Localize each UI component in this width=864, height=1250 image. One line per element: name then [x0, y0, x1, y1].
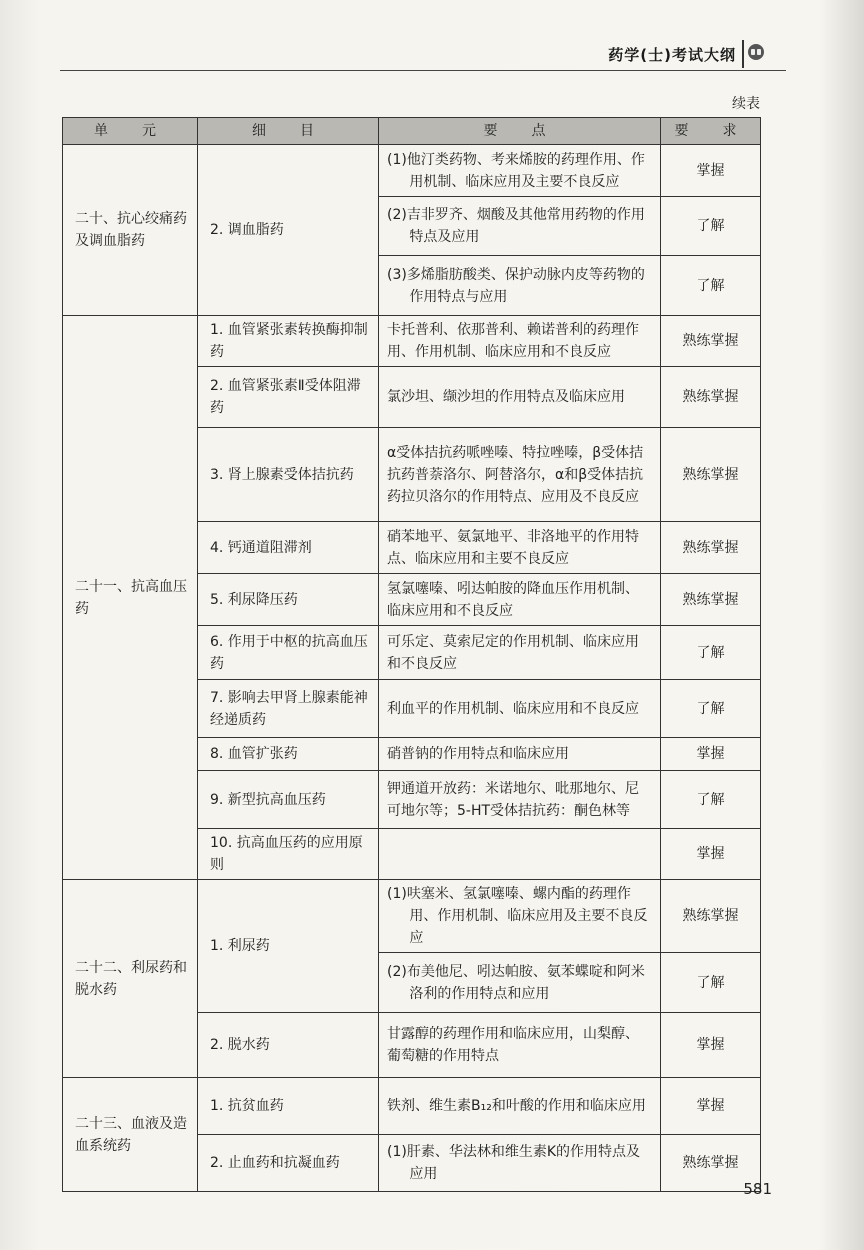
table-row [63, 880, 761, 953]
points-cell [379, 1135, 661, 1192]
requirement-cell: 熟练掌握 [661, 316, 761, 367]
table-row [63, 145, 761, 197]
header-unit: 单 元 [63, 118, 198, 145]
requirement-cell: 熟练掌握 [661, 522, 761, 574]
header-item: 细 目 [198, 118, 379, 145]
points-cell: 钾通道开放药：米诺地尔、吡那地尔、尼可地尔等；5-HT受体拮抗药：酮色林等 [379, 771, 661, 829]
points-text: (1)他汀类药物、考来烯胺的药理作用、作用机制、临床应用及主要不良反应 [387, 151, 645, 190]
item-cell: 7. 影响去甲肾上腺素能神经递质药 [198, 680, 379, 738]
points-cell: 硝普钠的作用特点和临床应用 [379, 738, 661, 771]
item-cell: 2. 止血药和抗凝血药 [198, 1135, 379, 1192]
points-cell [379, 880, 661, 953]
points-cell [379, 829, 661, 880]
points-cell [379, 256, 661, 316]
points-cell: 甘露醇的药理作用和临床应用，山梨醇、葡萄糖的作用特点 [379, 1013, 661, 1078]
item-cell: 4. 钙通道阻滞剂 [198, 522, 379, 574]
requirement-cell: 掌握 [661, 1078, 761, 1135]
requirement-cell: 掌握 [661, 145, 761, 197]
requirement-cell: 熟练掌握 [661, 428, 761, 522]
requirement-cell: 熟练掌握 [661, 880, 761, 953]
requirement-cell: 了解 [661, 626, 761, 680]
points-cell [379, 953, 661, 1013]
points-cell: 卡托普利、依那普利、赖诺普利的药理作用、作用机制、临床应用和不良反应 [379, 316, 661, 367]
table-row [63, 316, 761, 367]
item-cell: 3. 肾上腺素受体拮抗药 [198, 428, 379, 522]
item-cell: 2. 调血脂药 [198, 145, 379, 316]
points-text: (1)呋塞米、氢氯噻嗪、螺内酯的药理作用、作用机制、临床应用及主要不良反应 [387, 886, 648, 946]
item-cell: 1. 抗贫血药 [198, 1078, 379, 1135]
header-divider [742, 40, 744, 68]
points-text: (2)吉非罗齐、烟酸及其他常用药物的作用特点及应用 [387, 207, 645, 245]
requirement-cell: 了解 [661, 197, 761, 256]
item-cell: 8. 血管扩张药 [198, 738, 379, 771]
points-cell: 氢氯噻嗪、吲达帕胺的降血压作用机制、临床应用和不良反应 [379, 574, 661, 626]
item-cell: 10. 抗高血压药的应用原则 [198, 829, 379, 880]
table-header-row [63, 118, 761, 145]
unit-cell: 二十一、抗高血压药 [63, 316, 198, 880]
points-cell [379, 197, 661, 256]
book-icon [748, 44, 764, 60]
requirement-cell: 掌握 [661, 1013, 761, 1078]
page-header [0, 36, 864, 68]
requirement-cell: 了解 [661, 256, 761, 316]
requirement-cell: 熟练掌握 [661, 574, 761, 626]
points-cell: 氯沙坦、缬沙坦的作用特点及临床应用 [379, 367, 661, 428]
requirement-cell: 了解 [661, 771, 761, 829]
unit-cell: 二十三、血液及造血系统药 [63, 1078, 198, 1192]
item-cell: 6. 作用于中枢的抗高血压药 [198, 626, 379, 680]
points-text: (3)多烯脂肪酸类、保护动脉内皮等药物的作用特点与应用 [387, 266, 645, 305]
unit-cell: 二十、抗心绞痛药及调血脂药 [63, 145, 198, 316]
requirement-cell: 掌握 [661, 829, 761, 880]
item-cell: 1. 利尿药 [198, 880, 379, 1013]
header-requirement: 要 求 [661, 118, 761, 145]
points-text: (2)布美他尼、吲达帕胺、氨苯蝶啶和阿米洛利的作用特点和应用 [387, 963, 645, 1002]
item-cell: 9. 新型抗高血压药 [198, 771, 379, 829]
points-cell: α受体拮抗药哌唑嗪、特拉唑嗪，β受体拮抗药普萘洛尔、阿替洛尔，α和β受体拮抗药拉贝洛尔的作用特点、应用及不良反应 [379, 428, 661, 522]
syllabus-table [62, 117, 761, 1192]
points-cell: 铁剂、维生素B₁₂和叶酸的作用和临床应用 [379, 1078, 661, 1135]
item-cell: 5. 利尿降压药 [198, 574, 379, 626]
points-cell: 利血平的作用机制、临床应用和不良反应 [379, 680, 661, 738]
continued-label: 续表 [732, 96, 760, 112]
item-cell: 2. 脱水药 [198, 1013, 379, 1078]
requirement-cell: 了解 [661, 680, 761, 738]
points-cell [379, 145, 661, 197]
header-rule [60, 70, 786, 71]
points-text: (1)肝素、华法林和维生素K的作用特点及应用 [387, 1144, 641, 1182]
table-row [63, 1078, 761, 1135]
item-cell: 2. 血管紧张素Ⅱ受体阻滞药 [198, 367, 379, 428]
page-number: 581 [743, 1180, 772, 1198]
requirement-cell: 掌握 [661, 738, 761, 771]
header-title: 药学(士)考试大纲 [608, 46, 736, 64]
points-cell: 可乐定、莫索尼定的作用机制、临床应用和不良反应 [379, 626, 661, 680]
points-cell: 硝苯地平、氨氯地平、非洛地平的作用特点、临床应用和主要不良反应 [379, 522, 661, 574]
requirement-cell: 了解 [661, 953, 761, 1013]
item-cell: 1. 血管紧张素转换酶抑制药 [198, 316, 379, 367]
requirement-cell: 熟练掌握 [661, 1135, 761, 1192]
requirement-cell: 熟练掌握 [661, 367, 761, 428]
header-points: 要 点 [379, 118, 661, 145]
unit-cell: 二十二、利尿药和脱水药 [63, 880, 198, 1078]
